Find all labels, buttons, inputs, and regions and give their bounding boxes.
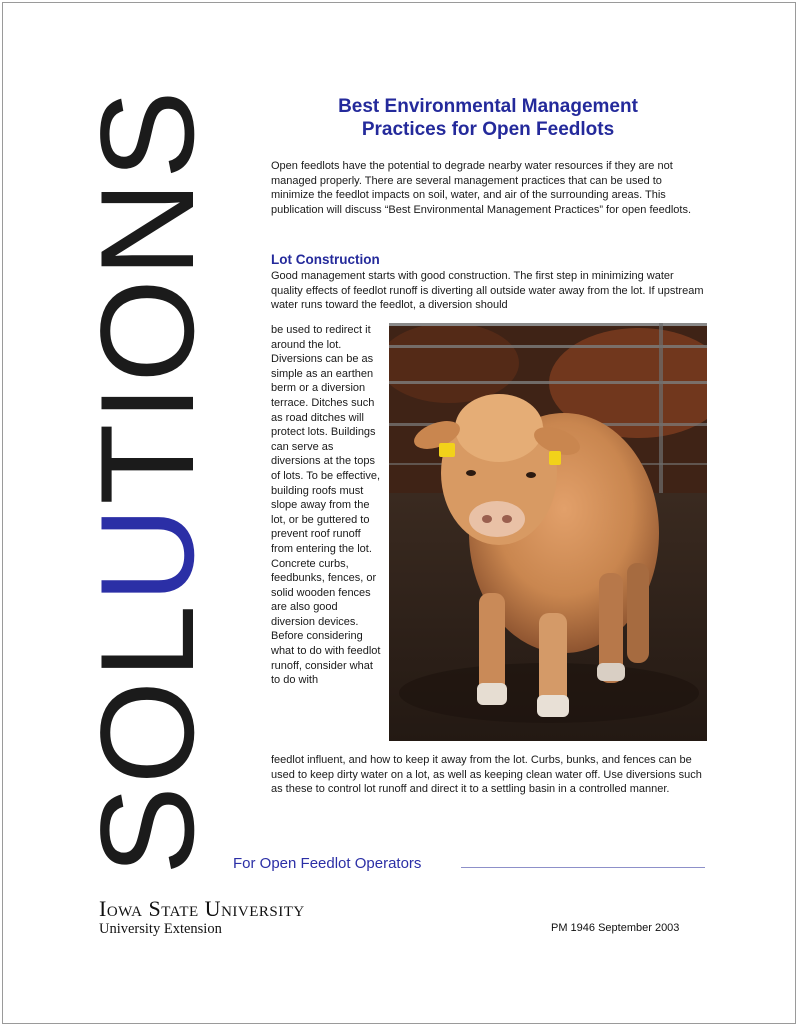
- body-paragraph-narrow-column: be used to redirect it around the lot. Diversions can be as simple as an earthen berm or a diversion terrace. Ditches such as road ditches will protect lots. Buildings can serve as diversions at the tops of lots. To be effective, building roofs must slope away from the lot, or be guttered to prevent roof runoff from entering the lot. Concrete curbs, feedbunks, fences, or solid wooden fences are also good diversion devices. Before considering what to do with feedlot runoff, consider what to do with: [271, 324, 381, 687]
- university-logo: Iowa State University: [99, 896, 305, 921]
- footer-divider: [461, 867, 705, 868]
- cattle-photo: [389, 323, 707, 741]
- university-extension-label: University Extension: [99, 921, 222, 937]
- wordmark-after: TIONS: [74, 88, 222, 505]
- body-paragraph-bottom: feedlot influent, and how to keep it away from the lot. Curbs, bunks, and fences can be used to keep dirty water on a lot, as well as keeping clean water off. Use diversions such as these to control lot runoff and direct it to a settling basin in a controlled manner.: [271, 754, 702, 796]
- wordmark-highlight-letter: U: [74, 504, 222, 603]
- page-title: [271, 95, 705, 141]
- section-heading: Lot Construction: [271, 252, 380, 267]
- cattle-illustration: [389, 323, 707, 741]
- intro-paragraph: Open feedlots have the potential to degrade nearby water resources if they are not managed properly. There are several management practices that can be used to minimize the feedlot impacts on soil, water, and air of the surrounding areas. This publication will discuss “Best Environmental Management Practices” for open feedlots.: [271, 160, 692, 216]
- body-paragraph-top: Good management starts with good construction. The first step in minimizing water quality effects of feedlot runoff is diverting all outside water away from the lot. If upstream water runs toward the feedlot, a diversion should: [271, 270, 704, 312]
- wordmark-before: SOL: [74, 602, 222, 875]
- solutions-wordmark: [74, 75, 222, 875]
- title-line-2: Practices for Open Feedlots: [361, 119, 615, 140]
- title-line-1: Best Environmental Management: [338, 96, 638, 117]
- footer-tagline: For Open Feedlot Operators: [233, 855, 422, 872]
- publication-page: [2, 2, 796, 1024]
- publication-number: PM 1946 September 2003: [551, 922, 680, 934]
